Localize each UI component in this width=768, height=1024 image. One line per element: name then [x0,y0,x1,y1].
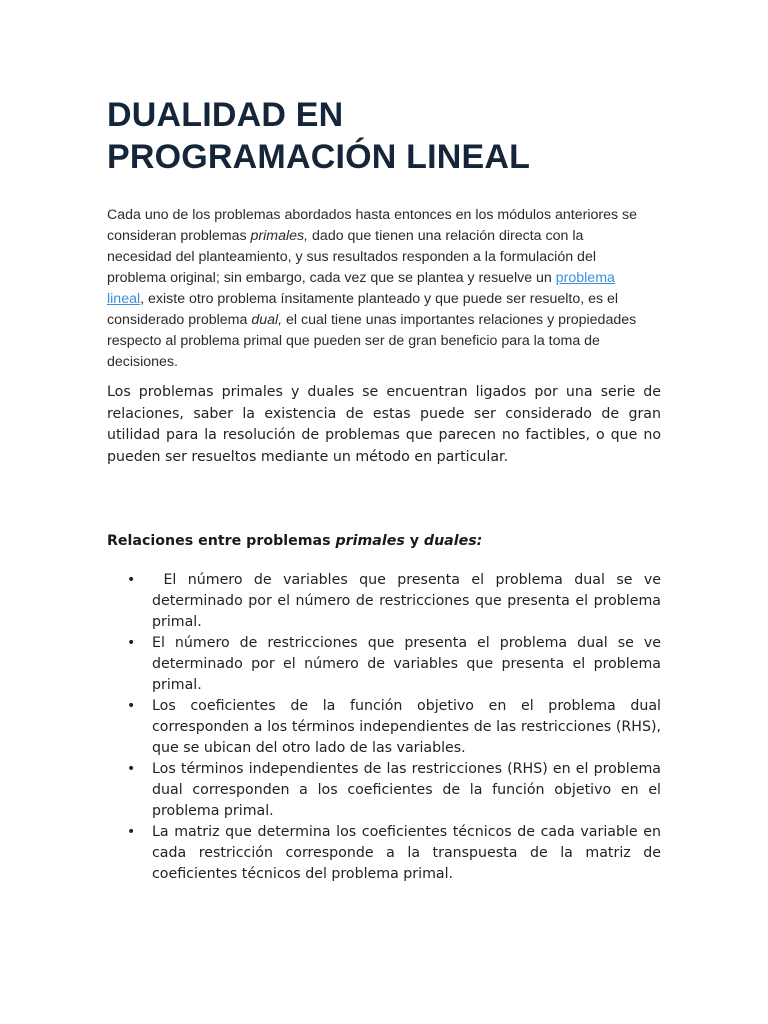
relations-list [107,570,666,885]
bullet-icon: • [127,572,136,588]
heading-text-2: y [404,533,424,549]
document-title [107,94,667,178]
list-item-text: El número de restricciones que presenta el problema dual se ve determinado por el número de variables que presenta el problema primal. [152,635,661,693]
intro-text-1: Cada uno de los problemas abordados hasta entonces en los módulos anteriores se consideran problemas [107,207,638,244]
list-item [107,759,661,822]
intro-text-3: , existe otro problema ínsitamente planteado y que puede ser resuelto, es el considerado problema [107,291,619,328]
bullet-icon: • [127,761,136,777]
section-heading [107,531,482,552]
bullet-icon: • [127,635,136,651]
bullet-icon: • [127,698,136,714]
list-item-text: Los términos independientes de las restricciones (RHS) en el problema dual corresponden a los coeficientes de la función objetivo en el problema primal. [152,761,661,819]
title-line-1: DUALIDAD EN [107,96,344,134]
intro-text-2: dado que tienen una relación directa con la necesidad del planteamiento, y sus resultados responden a la formulación del problema original; sin embargo, cada vez que se plantea y resuelve un [107,228,596,286]
bullet-icon: • [127,824,136,840]
problema-lineal-link[interactable]: problema lineal [107,270,615,307]
intro-text-4: el cual tiene unas importantes relaciones y propiedades respecto al problema primal que pueden ser de gran beneficio para la toma de decisiones. [107,312,637,370]
intro-primales-term: primales, [250,228,309,244]
heading-duales-term: duales: [423,533,483,549]
list-item-text: El número de variables que presenta el problema dual se ve determinado por el número de restricciones que presenta el problema primal. [152,572,666,630]
list-item-text: La matriz que determina los coeficientes técnicos de cada variable en cada restricción corresponde a la transpuesta de la matriz de coeficientes técnicos del problema primal. [152,824,661,882]
intro-paragraph [107,205,637,373]
list-item [107,570,666,633]
title-line-2: PROGRAMACIÓN LINEAL [107,138,531,176]
list-item [107,822,661,885]
list-item-text: Los coeficientes de la función objetivo en el problema dual corresponden a los términos independientes de las restricciones (RHS), que se ubican del otro lado de las variables. [152,698,661,756]
relations-intro-paragraph: Los problemas primales y duales se encuentran ligados por una serie de relaciones, saber la existencia de estas puede ser considerado de gran utilidad para la resolución de problemas que parecen no factibles, o que no pueden ser resueltos mediante un método en particular. [107,384,661,466]
heading-text-1: Relaciones entre problemas [107,533,336,549]
heading-primales-term: primales [335,533,405,549]
intro-dual-term: dual, [251,312,283,328]
list-item [107,696,661,759]
list-item [107,633,661,696]
